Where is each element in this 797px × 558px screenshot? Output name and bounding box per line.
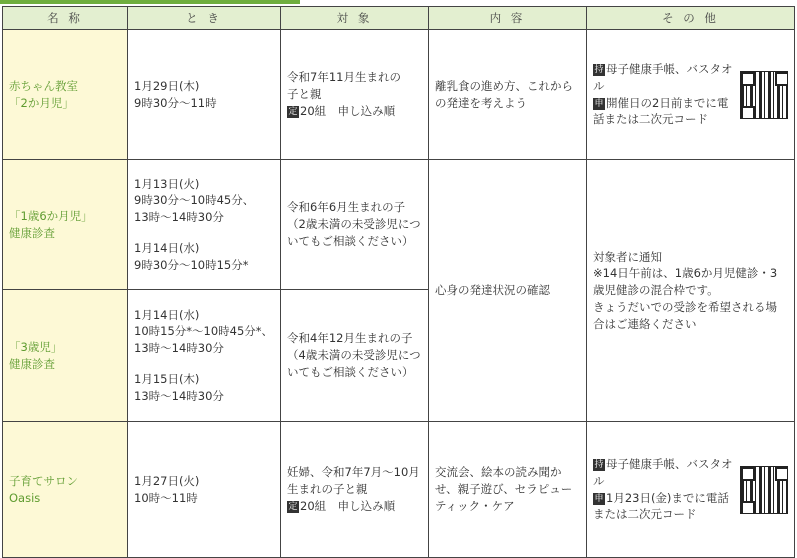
header-other: そ の 他 <box>587 7 795 30</box>
header-row <box>3 7 795 30</box>
event-name-line: 「2か月児」 <box>9 95 74 110</box>
bring-badge-icon: 持 <box>594 65 604 76</box>
date-line: 1月14日(水) <box>134 307 200 322</box>
time-line: 9時30分〜10時15分* <box>134 257 249 272</box>
event-target: 令和4年12月生まれの子（4歳未満の未受診児についてもご相談ください） <box>281 290 429 422</box>
event-target <box>281 422 429 558</box>
other-line: ※14日午前は、1歳6か月児健診・3歳児健診の混合枠です。 <box>593 266 778 298</box>
bring-line <box>593 61 736 94</box>
event-target: 令和6年6月生まれの子（2歳未満の未受診児についてもご相談ください） <box>281 160 429 290</box>
apply-text: 1月23日(金)までに電話または二次元コード <box>593 490 729 522</box>
apply-line <box>593 95 736 128</box>
target-line: 令和7年11月生まれの <box>287 70 401 85</box>
header-content: 内 容 <box>429 7 587 30</box>
event-when <box>128 30 281 160</box>
target-line: 妊婦、令和7年7月〜10月生まれの子と親 <box>287 465 420 497</box>
bring-text: 母子健康手帳、バスタオル <box>593 62 733 93</box>
bring-line <box>593 456 736 489</box>
accent-bar <box>0 0 300 4</box>
capacity-text: 20組 申し込み順 <box>300 103 396 118</box>
date-line: 1月29日(木) <box>134 78 200 93</box>
capacity-badge-icon: 定 <box>288 501 298 512</box>
bring-badge-icon: 持 <box>594 460 604 471</box>
time-line: 10時〜11時 <box>134 490 198 505</box>
event-name-line: 「1歳6か月児」 <box>9 208 93 223</box>
time-line: 9時30分〜10時45分、 <box>134 193 255 208</box>
apply-badge-icon: 申 <box>594 493 604 504</box>
apply-badge-icon: 申 <box>594 98 604 109</box>
event-other <box>587 30 795 160</box>
event-name <box>3 30 128 160</box>
time-line: 13時〜14時30分 <box>134 341 224 356</box>
event-when <box>128 422 281 558</box>
event-name-line: 健康診査 <box>9 356 55 371</box>
time-line: 10時15分*〜10時45分*、 <box>134 324 274 339</box>
event-name-line: 健康診査 <box>9 225 55 240</box>
table-row <box>3 422 795 558</box>
event-content: 交流会、絵本の読み聞かせ、親子遊び、セラピューティック・ケア <box>429 422 587 558</box>
apply-line <box>593 490 736 523</box>
time-line: 13時〜14時30分 <box>134 210 224 225</box>
header-when: と き <box>128 7 281 30</box>
event-other <box>587 422 795 558</box>
apply-text: 開催日の2日前までに電話または二次元コード <box>593 95 729 127</box>
event-name-line: 赤ちゃん教室 <box>9 78 78 93</box>
schedule-table <box>2 6 795 558</box>
time-line: 13時〜14時30分 <box>134 388 224 403</box>
capacity-line <box>287 498 422 515</box>
bring-text: 母子健康手帳、バスタオル <box>593 457 733 488</box>
date-line: 1月14日(水) <box>134 240 200 255</box>
event-name <box>3 290 128 422</box>
capacity-text: 20組 申し込み順 <box>300 498 396 513</box>
header-name: 名 称 <box>3 7 128 30</box>
event-name-line: Oasis <box>9 490 41 505</box>
event-target <box>281 30 429 160</box>
event-when <box>128 290 281 422</box>
time-line: 9時30分〜11時 <box>134 95 217 110</box>
date-line: 1月27日(火) <box>134 473 200 488</box>
table-row <box>3 160 795 290</box>
qr-code-icon[interactable] <box>740 71 788 119</box>
event-name <box>3 160 128 290</box>
capacity-line <box>287 103 422 120</box>
table-row <box>3 30 795 160</box>
shared-content: 心身の発達状況の確認 <box>429 160 587 422</box>
qr-code-icon[interactable] <box>740 466 788 514</box>
date-line: 1月13日(火) <box>134 176 200 191</box>
event-name-line: 「3歳児」 <box>9 339 63 354</box>
event-when <box>128 160 281 290</box>
other-line: きょうだいでの受診を希望される場合はご連絡ください <box>593 299 777 331</box>
header-target: 対 象 <box>281 7 429 30</box>
event-content: 離乳食の進め方、これからの発達を考えよう <box>429 30 587 160</box>
capacity-badge-icon: 定 <box>288 106 298 117</box>
other-line: 対象者に通知 <box>593 249 662 264</box>
event-name-line: 子育てサロン <box>9 473 78 488</box>
event-name <box>3 422 128 558</box>
shared-other <box>587 160 795 422</box>
date-line: 1月15日(木) <box>134 371 200 386</box>
target-line: 子と親 <box>287 87 322 102</box>
